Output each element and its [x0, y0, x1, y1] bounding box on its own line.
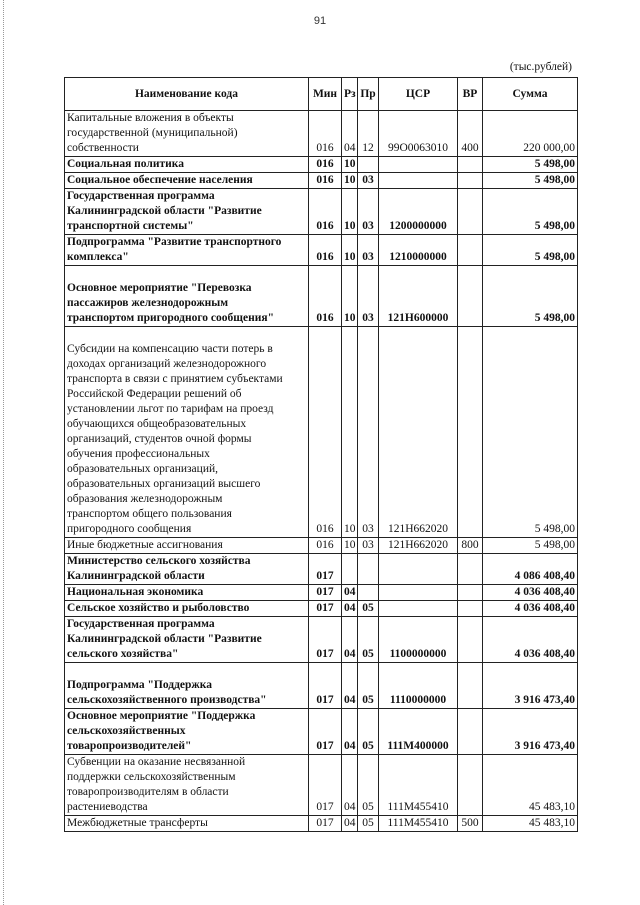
cell-rz: 04 — [342, 617, 358, 663]
cell-min: 017 — [309, 585, 342, 601]
table-row — [65, 554, 578, 585]
cell-vr — [458, 663, 483, 709]
cell-sum: 45 483,10 — [483, 755, 578, 816]
cell-sum: 45 483,10 — [483, 816, 578, 832]
cell-vr — [458, 157, 483, 173]
cell-min: 017 — [309, 755, 342, 816]
cell-pr: 12 — [358, 111, 379, 157]
cell-sum: 4 036 408,40 — [483, 601, 578, 617]
cell-rz: 10 — [342, 189, 358, 235]
cell-name: Подпрограмма "Поддержка сельскохозяйственного производства" — [65, 663, 309, 709]
cell-vr — [458, 601, 483, 617]
cell-pr: 05 — [358, 601, 379, 617]
header-rz: Рз — [342, 78, 358, 111]
cell-name: Субсидии на компенсацию части потерь в доходах организаций железнодорожного транспорта в связи с принятием субъектами Российской Федерации решений об установлении льгот по тарифам на проезд обучающихся общеобразовательных организаций, студентов очной формы обучения профессиональных образовательных организаций, образовательных организаций высшего образования железнодорожным транспортом общего пользования пригородного сообщения — [65, 327, 309, 538]
cell-rz: 04 — [342, 755, 358, 816]
cell-pr: 05 — [358, 755, 379, 816]
header-name: Наименование кода — [65, 78, 309, 111]
cell-rz: 04 — [342, 111, 358, 157]
cell-min: 017 — [309, 554, 342, 585]
cell-rz — [342, 554, 358, 585]
cell-rz: 10 — [342, 538, 358, 554]
cell-min: 017 — [309, 709, 342, 755]
cell-min: 017 — [309, 816, 342, 832]
cell-sum: 5 498,00 — [483, 235, 578, 266]
cell-name: Государственная программа Калининградской области "Развитие сельского хозяйства" — [65, 617, 309, 663]
table-row — [65, 189, 578, 235]
table-row — [65, 111, 578, 157]
cell-csr: 111М455410 — [379, 755, 458, 816]
header-sum: Сумма — [483, 78, 578, 111]
cell-name: Социальная политика — [65, 157, 309, 173]
cell-name: Основное мероприятие "Поддержка сельскохозяйственных товаропроизводителей" — [65, 709, 309, 755]
cell-csr — [379, 601, 458, 617]
cell-sum: 5 498,00 — [483, 327, 578, 538]
cell-csr — [379, 554, 458, 585]
cell-pr: 03 — [358, 189, 379, 235]
table-row — [65, 816, 578, 832]
cell-csr — [379, 173, 458, 189]
cell-csr: 1110000000 — [379, 663, 458, 709]
cell-csr: 111М400000 — [379, 709, 458, 755]
cell-pr: 03 — [358, 235, 379, 266]
header-vr: ВР — [458, 78, 483, 111]
cell-csr: 1200000000 — [379, 189, 458, 235]
cell-name: Субвенции на оказание несвязанной поддержки сельскохозяйственным товаропроизводителям в области растениеводства — [65, 755, 309, 816]
table-row — [65, 709, 578, 755]
units-label: (тыс.рублей) — [509, 61, 572, 73]
cell-csr: 1100000000 — [379, 617, 458, 663]
cell-pr: 05 — [358, 617, 379, 663]
table-body — [65, 111, 578, 832]
table-row — [65, 617, 578, 663]
cell-vr — [458, 235, 483, 266]
cell-min: 017 — [309, 601, 342, 617]
cell-sum: 4 036 408,40 — [483, 617, 578, 663]
cell-vr: 500 — [458, 816, 483, 832]
page-left-edge-line — [3, 0, 4, 905]
cell-min: 017 — [309, 617, 342, 663]
cell-csr: 111М455410 — [379, 816, 458, 832]
cell-sum: 4 086 408,40 — [483, 554, 578, 585]
cell-rz: 04 — [342, 601, 358, 617]
cell-pr: 03 — [358, 538, 379, 554]
cell-min: 017 — [309, 663, 342, 709]
header-csr: ЦСР — [379, 78, 458, 111]
cell-name: Иные бюджетные ассигнования — [65, 538, 309, 554]
table-row — [65, 538, 578, 554]
cell-name: Основное мероприятие "Перевозка пассажиров железнодорожным транспортом пригородного сообщения" — [65, 266, 309, 327]
table-row — [65, 173, 578, 189]
cell-rz: 10 — [342, 157, 358, 173]
cell-name: Государственная программа Калининградской области "Развитие транспортной системы" — [65, 189, 309, 235]
table-header-row — [65, 78, 578, 111]
cell-pr: 03 — [358, 327, 379, 538]
cell-vr — [458, 617, 483, 663]
table-row — [65, 235, 578, 266]
cell-name: Капитальные вложения в объекты государственной (муниципальной) собственности — [65, 111, 309, 157]
cell-sum: 5 498,00 — [483, 266, 578, 327]
cell-vr — [458, 585, 483, 601]
table-row — [65, 266, 578, 327]
cell-sum: 5 498,00 — [483, 538, 578, 554]
cell-rz: 04 — [342, 585, 358, 601]
budget-table — [64, 77, 578, 832]
cell-sum: 3 916 473,40 — [483, 709, 578, 755]
cell-min: 016 — [309, 189, 342, 235]
cell-pr: 05 — [358, 816, 379, 832]
cell-rz: 10 — [342, 173, 358, 189]
cell-name: Подпрограмма "Развитие транспортного комплекса" — [65, 235, 309, 266]
cell-min: 016 — [309, 266, 342, 327]
cell-rz: 10 — [342, 327, 358, 538]
cell-vr: 400 — [458, 111, 483, 157]
cell-sum: 5 498,00 — [483, 157, 578, 173]
header-min: Мин — [309, 78, 342, 111]
cell-csr: 121Н600000 — [379, 266, 458, 327]
cell-pr: 05 — [358, 709, 379, 755]
table-row — [65, 601, 578, 617]
cell-name: Социальное обеспечение населения — [65, 173, 309, 189]
cell-sum: 3 916 473,40 — [483, 663, 578, 709]
cell-min: 016 — [309, 538, 342, 554]
table-row — [65, 585, 578, 601]
cell-sum: 5 498,00 — [483, 173, 578, 189]
cell-name: Межбюджетные трансферты — [65, 816, 309, 832]
cell-vr — [458, 173, 483, 189]
cell-sum: 220 000,00 — [483, 111, 578, 157]
table-row — [65, 157, 578, 173]
cell-csr — [379, 585, 458, 601]
cell-vr — [458, 709, 483, 755]
cell-pr — [358, 157, 379, 173]
cell-csr: 121Н662020 — [379, 538, 458, 554]
cell-vr — [458, 266, 483, 327]
cell-vr — [458, 327, 483, 538]
table-row — [65, 663, 578, 709]
cell-csr: 99О0063010 — [379, 111, 458, 157]
cell-pr — [358, 554, 379, 585]
cell-vr: 800 — [458, 538, 483, 554]
cell-name: Министерство сельского хозяйства Калининградской области — [65, 554, 309, 585]
cell-pr — [358, 585, 379, 601]
cell-csr: 1210000000 — [379, 235, 458, 266]
cell-pr: 03 — [358, 266, 379, 327]
page-number: 91 — [313, 15, 327, 27]
cell-csr — [379, 157, 458, 173]
cell-csr: 121Н662020 — [379, 327, 458, 538]
cell-rz: 10 — [342, 235, 358, 266]
cell-rz: 10 — [342, 266, 358, 327]
cell-sum: 4 036 408,40 — [483, 585, 578, 601]
table-row — [65, 755, 578, 816]
cell-min: 016 — [309, 111, 342, 157]
cell-pr: 03 — [358, 173, 379, 189]
cell-vr — [458, 189, 483, 235]
cell-name: Национальная экономика — [65, 585, 309, 601]
cell-min: 016 — [309, 327, 342, 538]
table-row — [65, 327, 578, 538]
cell-min: 016 — [309, 235, 342, 266]
cell-sum: 5 498,00 — [483, 189, 578, 235]
header-pr: Пр — [358, 78, 379, 111]
cell-pr: 05 — [358, 663, 379, 709]
cell-rz: 04 — [342, 816, 358, 832]
cell-name: Сельское хозяйство и рыболовство — [65, 601, 309, 617]
cell-min: 016 — [309, 157, 342, 173]
cell-min: 016 — [309, 173, 342, 189]
cell-vr — [458, 755, 483, 816]
cell-vr — [458, 554, 483, 585]
cell-rz: 04 — [342, 663, 358, 709]
cell-rz: 04 — [342, 709, 358, 755]
